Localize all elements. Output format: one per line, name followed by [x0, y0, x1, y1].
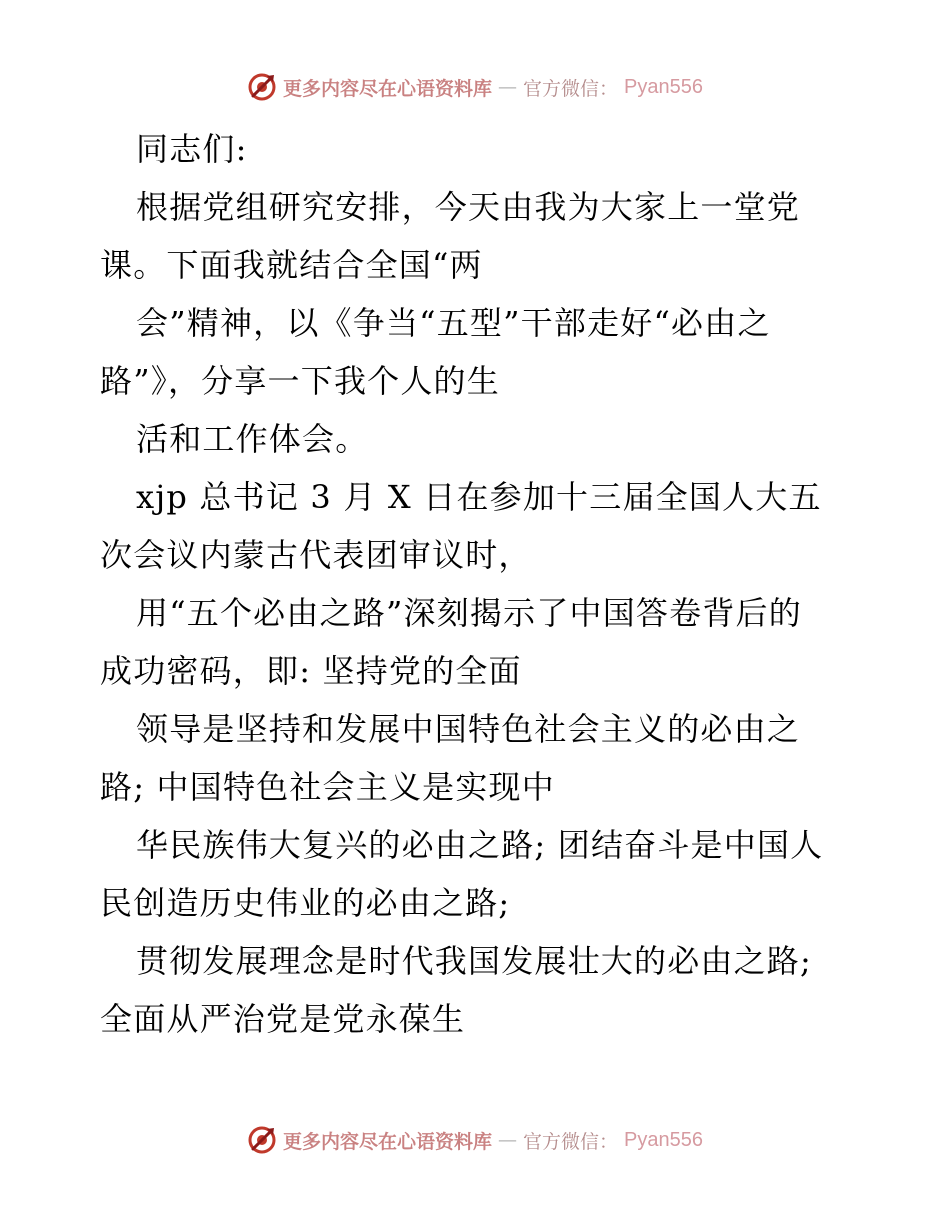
watermark-main-text: 更多内容尽在心语资料库 — [283, 77, 493, 100]
document-body — [100, 120, 860, 1048]
text-line: 会”精神，以《争当“五型”干部走好“必由之 — [136, 304, 771, 342]
text-line: 次会议内蒙古代表团审议时， — [100, 536, 532, 574]
text-line: 贯彻发展理念是时代我国发展壮大的必由之路; — [136, 942, 812, 980]
watermark-header — [0, 72, 950, 102]
text-line: 全面从严治党是党永葆生 — [100, 1000, 466, 1038]
watermark-wechat-label: 官方微信： — [523, 77, 619, 100]
text-line: 路”》，分享一下我个人的生 — [100, 362, 500, 400]
text-line: 活和工作体会。 — [136, 420, 369, 458]
logo-icon — [247, 1125, 277, 1155]
watermark-wechat-label: 官方微信： — [523, 1130, 619, 1153]
logo-icon — [247, 72, 277, 102]
text-line: 华民族伟大复兴的必由之路; 团结奋斗是中国人 — [136, 826, 824, 864]
watermark-footer — [0, 1125, 950, 1155]
text-line: 领导是坚持和发展中国特色社会主义的必由之 — [136, 710, 801, 748]
text-line: 同志们: — [136, 130, 248, 168]
watermark-separator: — — [498, 76, 518, 98]
text-line: 根据党组研究安排，今天由我为大家上一堂党 — [136, 188, 801, 226]
watermark-wechat-id: Pyan556 — [624, 75, 703, 98]
text-line: 成功密码，即: 坚持党的全面 — [100, 652, 522, 690]
text-line: xjp 总书记 3 月 X 日在参加十三届全国人大五 — [136, 478, 822, 516]
text-line: 课。下面我就结合全国“两 — [100, 246, 483, 284]
watermark-separator: — — [498, 1129, 518, 1151]
watermark-main-text: 更多内容尽在心语资料库 — [283, 1130, 493, 1153]
text-line: 民创造历史伟业的必由之路; — [100, 884, 511, 922]
text-line: 用“五个必由之路”深刻揭示了中国答卷背后的 — [136, 594, 802, 632]
text-line: 路; 中国特色社会主义是实现中 — [100, 768, 555, 806]
watermark-wechat-id: Pyan556 — [624, 1128, 703, 1151]
